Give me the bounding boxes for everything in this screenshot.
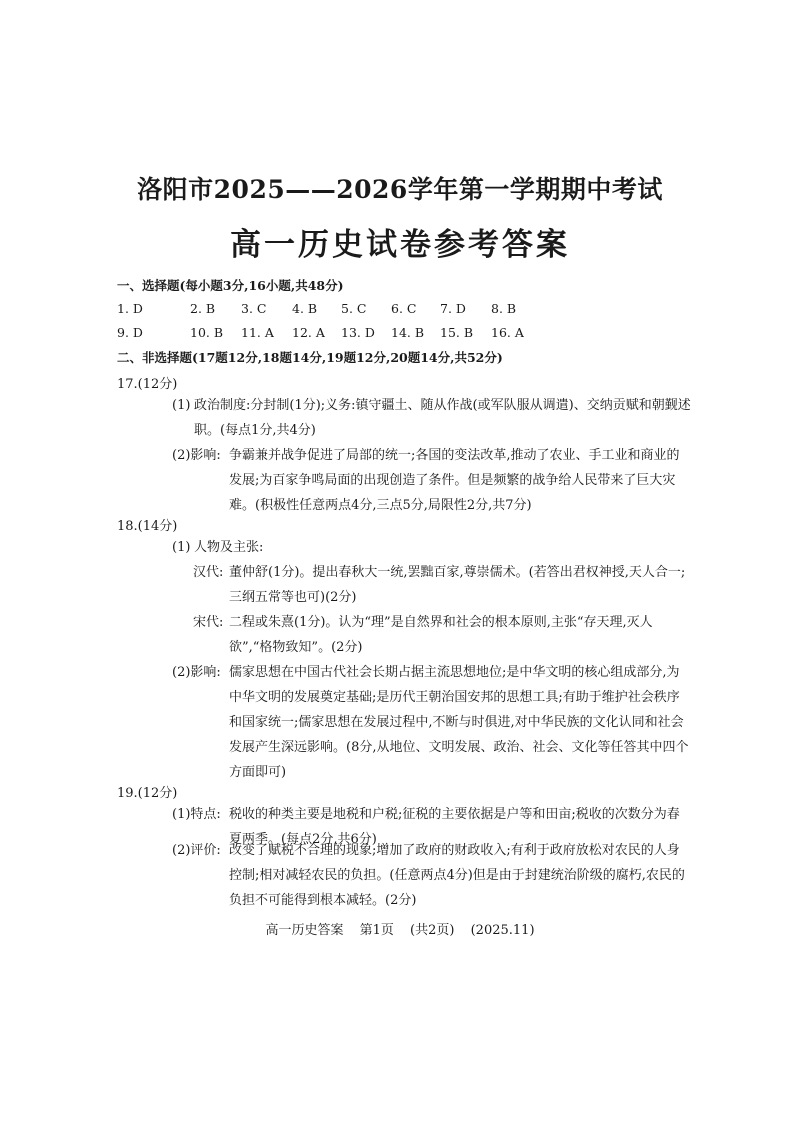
mc-answer: 16. A [491,325,524,340]
part-label: (2)影响: [172,665,221,680]
mc-answer: 1. D [117,301,143,316]
part-text: 改变了赋税不合理的现象;增加了政府的财政收入;有利于政府放松对农民的人身控制;相对减轻农民的负担。(任意两点4分)但是由于封建统治阶级的腐朽,农民的负担不可能得到根本减轻。(2分) [229,843,685,908]
section-2-heading: 二、非选择题(17题12分,18题14分,19题12分,20题14分,共52分) [117,350,503,365]
part-label: (1) [172,540,191,555]
part-label: (1)特点: [172,807,221,822]
part-label: (2)评价: [172,843,221,858]
mc-answer: 6. C [391,301,417,316]
part-text: 人物及主张: [194,540,264,555]
footer-total-pages: (共2页) [410,923,455,938]
part-label: (1) [172,398,191,413]
mc-answer: 2. B [190,301,216,316]
page-footer [0,919,800,938]
answer-key-title: 高一历史试卷参考答案 [230,227,570,263]
q19-part-2 [172,838,692,913]
section-1-heading: 一、选择题(每小题3分,16小题,共48分) [117,278,344,293]
part-text: 政治制度:分封制(1分);义务:镇守疆土、随从作战(或军队服从调遣)、交纳贡赋和朝觐述职。(每点1分,共4分) [194,398,691,438]
mc-answer: 5. C [341,301,367,316]
mc-answer: 3. C [241,301,267,316]
footer-page-number: 第1页 [359,923,394,938]
part-text: 争霸兼并战争促进了局部的统一;各国的变法改革,推动了农业、手工业和商业的发展;为百家争鸣局面的出现创造了条件。但是频繁的战争给人民带来了巨大灾难。(积极性任意两点4分,三点5分,局限性2分,共7分) [229,448,680,513]
question-19-heading: 19.(12分) [117,786,178,801]
mc-answer: 9. D [117,325,143,340]
q17-part-1 [172,393,692,443]
dynasty-label: 宋代: [193,615,224,630]
mc-answer: 13. D [341,325,375,340]
mc-answer: 15. B [440,325,474,340]
q18-han-dynasty [193,560,692,610]
part-label: (2)影响: [172,448,221,463]
question-17-heading: 17.(12分) [117,377,178,392]
footer-date: (2025.11) [470,923,535,938]
question-18-heading: 18.(14分) [117,519,178,534]
part-text: 儒家思想在中国古代社会长期占据主流思想地位;是中华文明的核心组成部分,为中华文明的发展奠定基础;是历代王朝治国安邦的思想工具;有助于维护社会秩序和国家统一;儒家思想在发展过程中,不断与时俱进,对中华民族的文化认同和社会发展产生深远影响。(8分,从地位、文明发展、政治、社会、文化等任答其中四个方面即可) [229,665,689,780]
mc-answer: 7. D [440,301,466,316]
q18-part-2 [172,660,692,785]
mc-answer: 11. A [241,325,274,340]
dynasty-text: 二程或朱熹(1分)。认为“理”是自然界和社会的根本原则,主张“存天理,灭人欲”,“格物致知”。(2分) [229,615,653,655]
exam-title: 洛阳市2025——2026学年第一学期期中考试 [137,175,663,204]
q17-part-2 [172,443,692,518]
mc-answer: 4. B [292,301,318,316]
mc-answer: 12. A [292,325,325,340]
q18-part-1 [172,535,692,560]
footer-course: 高一历史答案 [265,923,344,938]
mc-answer: 14. B [391,325,425,340]
dynasty-text: 董仲舒(1分)。提出春秋大一统,罢黜百家,尊崇儒术。(若答出君权神授,天人合一;三纲五常等也可)(2分) [229,565,686,605]
dynasty-label: 汉代: [193,565,224,580]
q18-song-dynasty [193,610,692,660]
part-text: 税收的种类主要是地税和户税;征税的主要依据是户等和田亩;税收的次数分为春夏两季。(每点2分,共6分) [229,807,680,847]
mc-answer: 8. B [491,301,517,316]
mc-answer: 10. B [190,325,224,340]
